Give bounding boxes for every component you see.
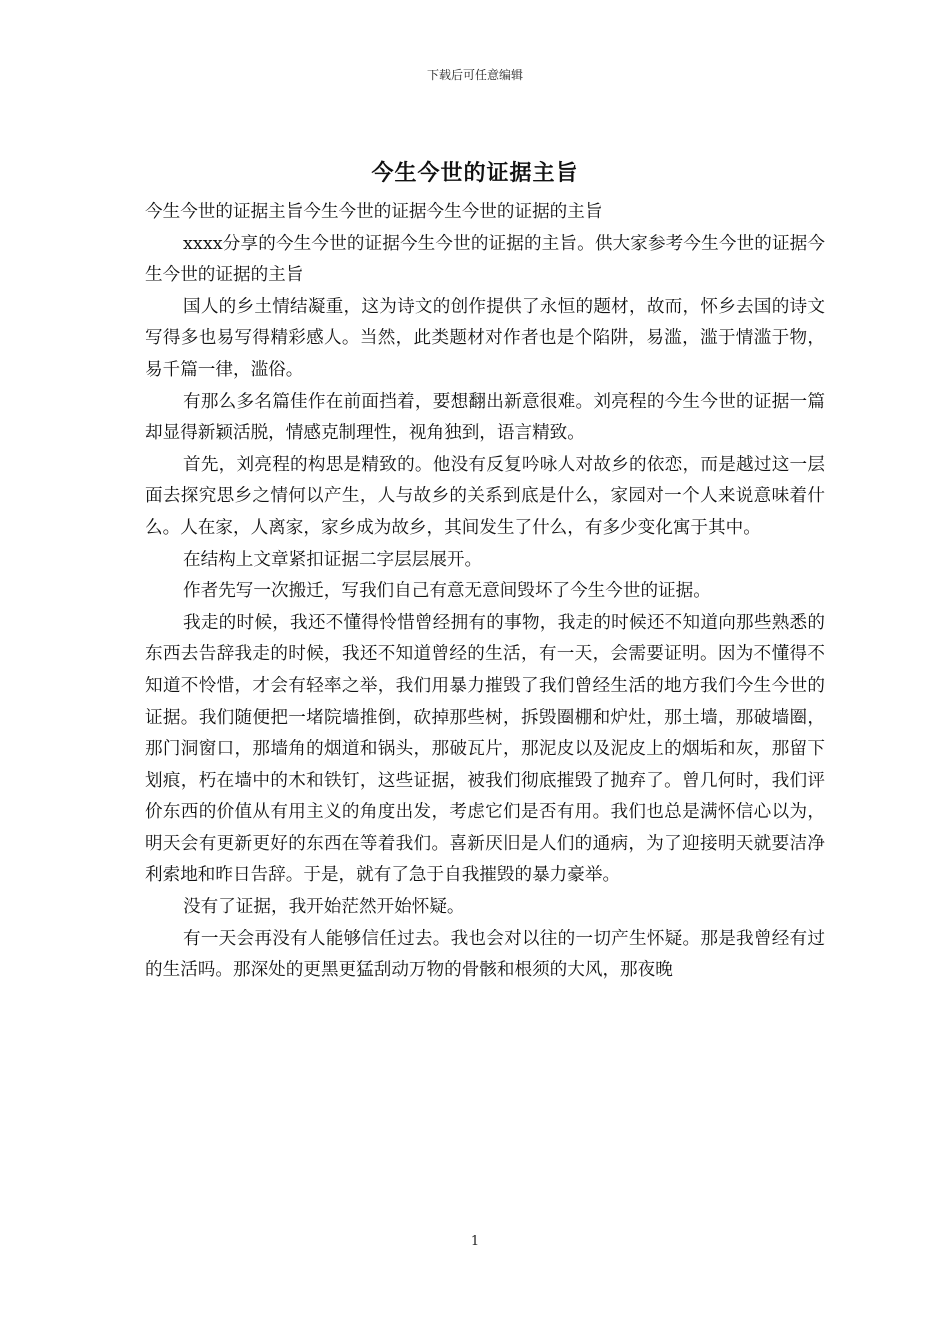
paragraph: 没有了证据，我开始茫然开始怀疑。 <box>183 897 465 918</box>
paragraph: 有一天会再没有人能够信任过去。我也会对以往的一切产生怀疑。那是我曾经有过的生活吗。那深处的更黑更猛刮动万物的骨骸和根须的大风，那夜晚 <box>145 928 825 981</box>
page-header: 下载后可任意编辑 <box>426 68 523 82</box>
document-body <box>145 197 825 987</box>
paragraph: 今生今世的证据主旨今生今世的证据今生今世的证据的主旨 <box>145 202 603 222</box>
paragraph: 我走的时候，我还不懂得怜惜曾经拥有的事物，我走的时候还不知道向那些熟悉的东西去告辞我走的时候，我还不知道曾经的生活，有一天，会需要证明。因为不懂得不知道不怜惜，才会有轻率之举，我们用暴力摧毁了我们曾经生活的地方我们今生今世的证据。我们随便把一堵院墙推倒，砍掉那些树，拆毁圈棚和炉灶，那土墙，那破墙圈，那门洞窗口，那墙角的烟道和锅头，那破瓦片，那泥皮以及泥皮上的烟垢和灰，那留下划痕，朽在墙中的木和铁钉，这些证据，被我们彻底摧毁了抛弃了。曾几何时，我们评价东西的价值从有用主义的角度出发，考虑它们是否有用。我们也总是满怀信心以为，明天会有更新更好的东西在等着我们。喜新厌旧是人们的通病，为了迎接明天就要洁净利索地和昨日告辞。于是，就有了急于自我摧毁的暴力豪举。 <box>145 612 825 886</box>
page-number: 1 <box>470 1234 480 1249</box>
paragraph: 在结构上文章紧扣证据二字层层展开。 <box>183 549 483 570</box>
document-title: 今生今世的证据主旨 <box>371 160 579 186</box>
paragraph: 有那么多名篇佳作在前面挡着，要想翻出新意很难。刘亮程的今生今世的证据一篇却显得新颖活脱，情感克制理性，视角独到，语言精致。 <box>145 391 825 444</box>
paragraph: 国人的乡土情结凝重，这为诗文的创作提供了永恒的题材，故而，怀乡去国的诗文写得多也易写得精彩感人。当然，此类题材对作者也是个陷阱，易滥，滥于情滥于物，易千篇一律，滥俗。 <box>145 296 825 380</box>
paragraph: xxxx分享的今生今世的证据今生今世的证据的主旨。供大家参考今生今世的证据今生今世的证据的主旨 <box>145 233 825 286</box>
paragraph: 首先，刘亮程的构思是精致的。他没有反复吟咏人对故乡的依恋，而是越过这一层面去探究思乡之情何以产生，人与故乡的关系到底是什么，家园对一个人来说意味着什么。人在家，人离家，家乡成为故乡，其间发生了什么，有多少变化寓于其中。 <box>145 454 825 538</box>
paragraph: 作者先写一次搬迁，写我们自己有意无意间毁坏了今生今世的证据。 <box>183 581 711 602</box>
